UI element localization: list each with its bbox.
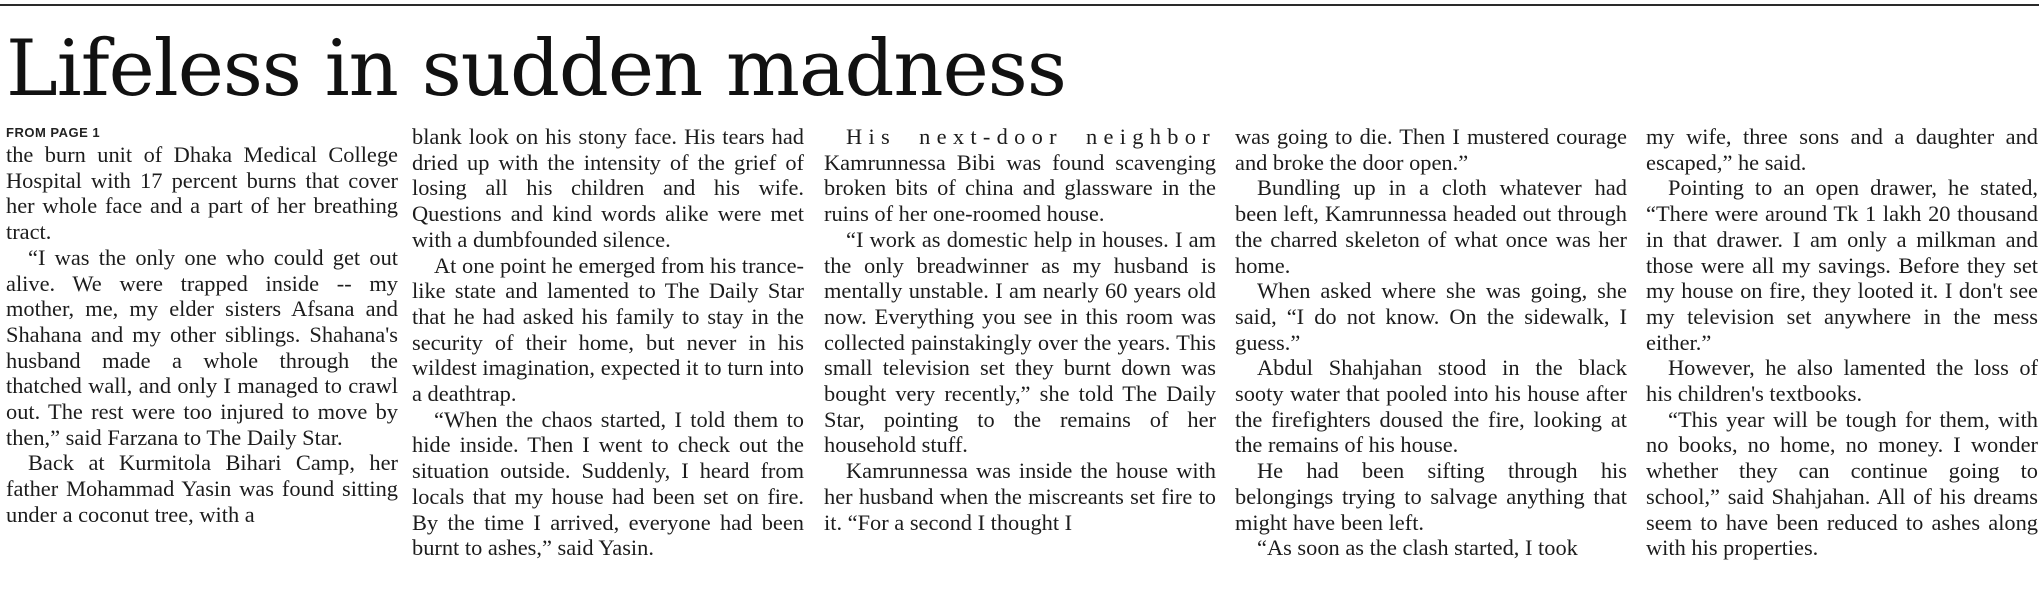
paragraph: Abdul Shahjahan stood in the black sooty water that pooled into his house after the firefighters doused the fire, looking at the remains of his house. (1235, 355, 1627, 458)
paragraph: “As soon as the clash started, I took (1257, 535, 1578, 561)
spaced-lead-in: His next-door neighbor (846, 124, 1216, 149)
paragraph: “When the chaos started, I told them to hide inside. Then I went to check out the situation outside. Suddenly, I heard from locals that my house had been set on fire. By the time I arrived, everyone had been burnt to ashes,” said Yasin. (412, 406, 804, 561)
paragraph: “This year will be tough for them, with no books, no home, no money. I wonder whether they can continue going to school,” said Shahjahan. All of his dreams seem to have been reduced to ashes along with his properties. (1646, 406, 2038, 561)
top-rule (0, 4, 2039, 6)
paragraph (824, 124, 1216, 227)
paragraph: When asked where she was going, she said, “I do not know. On the sidewalk, I guess.” (1235, 278, 1627, 355)
paragraph: Bundling up in a cloth whatever had been left, Kamrunnessa headed out through the charred skeleton of what once was her home. (1235, 175, 1627, 278)
paragraph: Pointing to an open drawer, he stated, “There were around Tk 1 lakh 20 thousand in that drawer. I am only a milkman and those were all my savings. Before they set my house on fire, they looted it. I don't see my television set anywhere in the mess either.” (1646, 175, 2038, 355)
kicker-from-page: FROM PAGE 1 (6, 125, 101, 140)
paragraph: the burn unit of Dhaka Medical College Hospital with 17 percent burns that cover her whole face and a part of her breathing tract. (6, 142, 398, 245)
paragraph: my wife, three sons and a daughter and escaped,” he said. (1646, 124, 2038, 175)
paragraph: was going to die. Then I mustered courage and broke the door open.” (1235, 124, 1627, 175)
paragraph: At one point he emerged from his trance-like state and lamented to The Daily Star that he had asked his family to stay in the security of their home, but never in his wildest imagination, expected it to turn into a deathtrap. (412, 252, 804, 407)
paragraph: “I work as domestic help in houses. I am the only breadwinner as my husband is mentally unstable. I am nearly 60 years old now. Everything you see in this room was collected painstakingly over the years. This small television set they burnt down was bought very recently,” she told The Daily Star, pointing to the remains of her household stuff. (824, 226, 1216, 458)
headline: Lifeless in sudden madness (6, 24, 1066, 114)
paragraph: Kamrunnessa was inside the house with her husband when the miscreants set fire to it. “For a second I thought I (824, 458, 1216, 535)
article-column-5 (1646, 124, 2038, 561)
paragraph-rest: Kamrunnessa Bibi was found scavenging broken bits of china and glassware in the ruins of her one-roomed house. (824, 149, 1216, 227)
paragraph: However, he also lamented the loss of his children's textbooks. (1646, 355, 2038, 407)
paragraph: Back at Kurmitola Bihari Camp, her father Mohammad Yasin was found sitting under a coconut tree, with a (6, 450, 398, 527)
article-column-2 (412, 124, 804, 561)
article-column-3 (824, 124, 1216, 535)
paragraph: He had been sifting through his belongings trying to salvage anything that might have been left. (1235, 458, 1627, 535)
paragraph: “I was the only one who could get out alive. We were trapped inside -- my mother, me, my elder sisters Afsana and Shahana and my other siblings. Shahana's husband made a whole through the thatched wall, and only I managed to crawl out. The rest were too injured to move by then,” said Farzana to The Daily Star. (6, 244, 398, 450)
paragraph: blank look on his stony face. His tears had dried up with the intensity of the grief of losing all his children and his wife. Questions and kind words alike were met with a dumbfounded silence. (412, 124, 804, 252)
article-column-1 (6, 124, 398, 528)
article-column-4 (1235, 124, 1627, 561)
